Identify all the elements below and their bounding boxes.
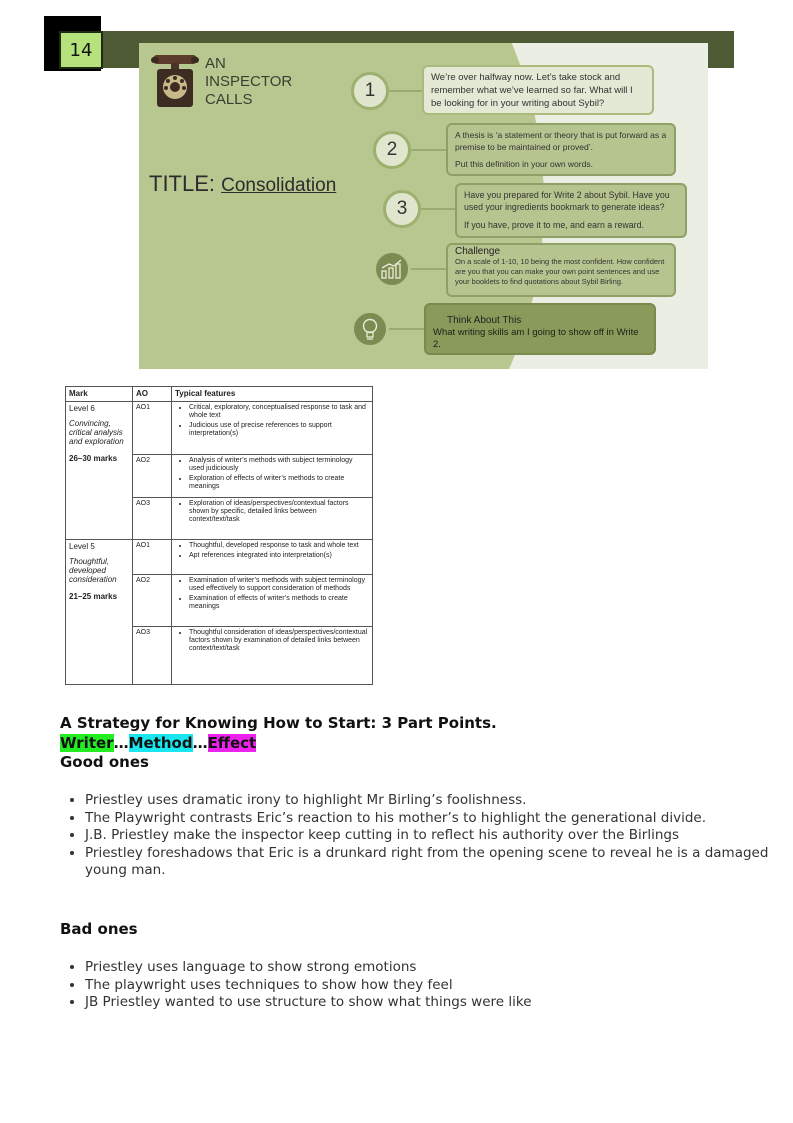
- challenge-text: On a scale of 1-10, 10 being the most confident. How confident are you that you can make your own point sentences and use your booklets to find quotations about Sybil Birling.: [455, 257, 665, 286]
- consolidation-slide: [139, 43, 708, 369]
- feature-item: • Critical, exploratory, conceptualised response to task and whole text: [189, 404, 369, 420]
- feature-item: • Exploration of ideas/perspectives/contextual factors shown by specific, detailed links between context/text/task: [189, 500, 369, 524]
- ao-cell: AO2: [133, 575, 172, 627]
- feature-item: • Analysis of writer’s methods with subject terminology used judiciously: [189, 457, 369, 473]
- level-marks: 26–30 marks: [69, 454, 118, 463]
- separator: …: [192, 734, 208, 752]
- ao-cell: AO1: [133, 540, 172, 575]
- step-1-box: [422, 65, 654, 115]
- think-text: What writing skills am I going to show off in Write 2.: [433, 327, 639, 350]
- column-header: Typical features: [172, 387, 373, 402]
- table-row: [66, 402, 373, 455]
- feature-item: • Examination of effects of writer’s methods to create meanings: [189, 595, 369, 611]
- step-text: We’re over halfway now. Let’s take stock and remember what we’ve learned so far. What will I be looking for in your writing about Sybil?: [431, 72, 633, 109]
- slide-lesson-title: [149, 171, 336, 197]
- writer-highlight: Writer: [60, 734, 114, 752]
- table-row: [66, 540, 373, 575]
- step-number: 1: [364, 80, 376, 101]
- level-cell: [66, 540, 133, 685]
- method-highlight: Method: [128, 734, 193, 752]
- table-header-row: [66, 387, 373, 402]
- challenge-heading: Challenge: [455, 246, 501, 257]
- feature-item: • Judicious use of precise references to support interpretation(s): [189, 422, 369, 438]
- challenge-box: [446, 243, 676, 297]
- features-cell: [172, 627, 373, 685]
- level-descriptor: Convincing, critical analysis and exploration: [69, 419, 124, 446]
- bad-examples-list: [70, 959, 685, 1012]
- step-number: 3: [396, 198, 408, 219]
- feature-item: • Examination of writer’s methods with subject terminology used effectively to support consideration of methods: [189, 577, 369, 593]
- list-item: • Priestley uses dramatic irony to highlight Mr Birling’s foolishness.: [85, 792, 790, 810]
- level-name: Level 6: [69, 404, 95, 413]
- list-item: • Priestley uses language to show strong emotions: [85, 959, 685, 977]
- step-text: If you have, prove it to me, and earn a reward.: [464, 220, 644, 230]
- challenge-circle: [373, 250, 411, 288]
- connector-line: [418, 208, 458, 210]
- step-3-box: [455, 183, 687, 238]
- ao-cell: AO3: [133, 498, 172, 540]
- list-item: • J.B. Priestley make the inspector keep cutting in to reflect his authority over the Birlings: [85, 827, 790, 845]
- column-header: Mark: [66, 387, 133, 402]
- ao-cell: AO3: [133, 627, 172, 685]
- list-item: • The Playwright contrasts Eric’s reaction to his mother’s to highlight the generational divide.: [85, 810, 790, 828]
- separator: …: [113, 734, 129, 752]
- page-number-badge: 14: [59, 31, 103, 69]
- step-number: 2: [386, 139, 398, 160]
- telephone-icon: [151, 53, 199, 109]
- features-cell: [172, 498, 373, 540]
- feature-item: • Thoughtful consideration of ideas/perspectives/contextual factors shown by examination of detailed links between context/text/task: [189, 629, 369, 653]
- title-word: Consolidation: [221, 175, 337, 196]
- step-2-circle: [373, 131, 411, 169]
- level-name: Level 5: [69, 542, 95, 551]
- lightbulb-icon: [361, 318, 379, 340]
- level-marks: 21–25 marks: [69, 592, 118, 601]
- features-cell: [172, 575, 373, 627]
- list-item: • Priestley foreshadows that Eric is a drunkard right from the opening scene to reveal he is a damaged young man.: [85, 845, 790, 880]
- list-item: • The playwright uses techniques to show how they feel: [85, 977, 685, 995]
- title-prefix: TITLE:: [149, 171, 222, 196]
- feature-item: • Exploration of effects of writer’s methods to create meanings: [189, 475, 369, 491]
- connector-line: [409, 268, 449, 270]
- title-line: CALLS: [205, 91, 253, 108]
- title-line: INSPECTOR: [205, 73, 293, 90]
- ao-cell: AO2: [133, 455, 172, 498]
- good-examples-list: [70, 792, 790, 880]
- step-text: A thesis is ‘a statement or theory that is put forward as a premise to be maintained or proved’.: [455, 130, 667, 152]
- think-heading: Think About This: [447, 315, 522, 326]
- bad-ones-heading: Bad ones: [60, 920, 138, 938]
- list-item: • JB Priestley wanted to use structure to show what things were like: [85, 994, 685, 1012]
- features-cell: [172, 402, 373, 455]
- growth-chart-icon: [380, 259, 404, 279]
- features-cell: [172, 540, 373, 575]
- strategy-heading: A Strategy for Knowing How to Start: 3 Part Points.: [60, 714, 497, 732]
- think-box: [424, 303, 656, 355]
- good-ones-heading: Good ones: [60, 753, 149, 771]
- think-circle: [351, 310, 389, 348]
- writer-method-effect: [60, 733, 256, 753]
- feature-item: • Apt references integrated into interpretation(s): [189, 552, 369, 560]
- step-1-circle: [351, 72, 389, 110]
- level-descriptor: Thoughtful, developed consideration: [69, 557, 117, 584]
- connector-line: [408, 149, 448, 151]
- effect-highlight: Effect: [207, 734, 257, 752]
- feature-item: • Thoughtful, developed response to task and whole text: [189, 542, 369, 550]
- ao-cell: AO1: [133, 402, 172, 455]
- step-2-box: [446, 123, 676, 176]
- slide-play-title: [205, 55, 315, 109]
- step-text: Put this definition in your own words.: [455, 159, 593, 169]
- column-header: AO: [133, 387, 172, 402]
- connector-line: [387, 328, 427, 330]
- level-cell: [66, 402, 133, 540]
- mark-scheme-table: [65, 386, 373, 685]
- connector-line: [386, 90, 426, 92]
- step-text: Have you prepared for Write 2 about Sybil. Have you used your ingredients bookmark to generate ideas?: [464, 190, 670, 212]
- title-line: AN: [205, 55, 226, 72]
- features-cell: [172, 455, 373, 498]
- step-3-circle: [383, 190, 421, 228]
